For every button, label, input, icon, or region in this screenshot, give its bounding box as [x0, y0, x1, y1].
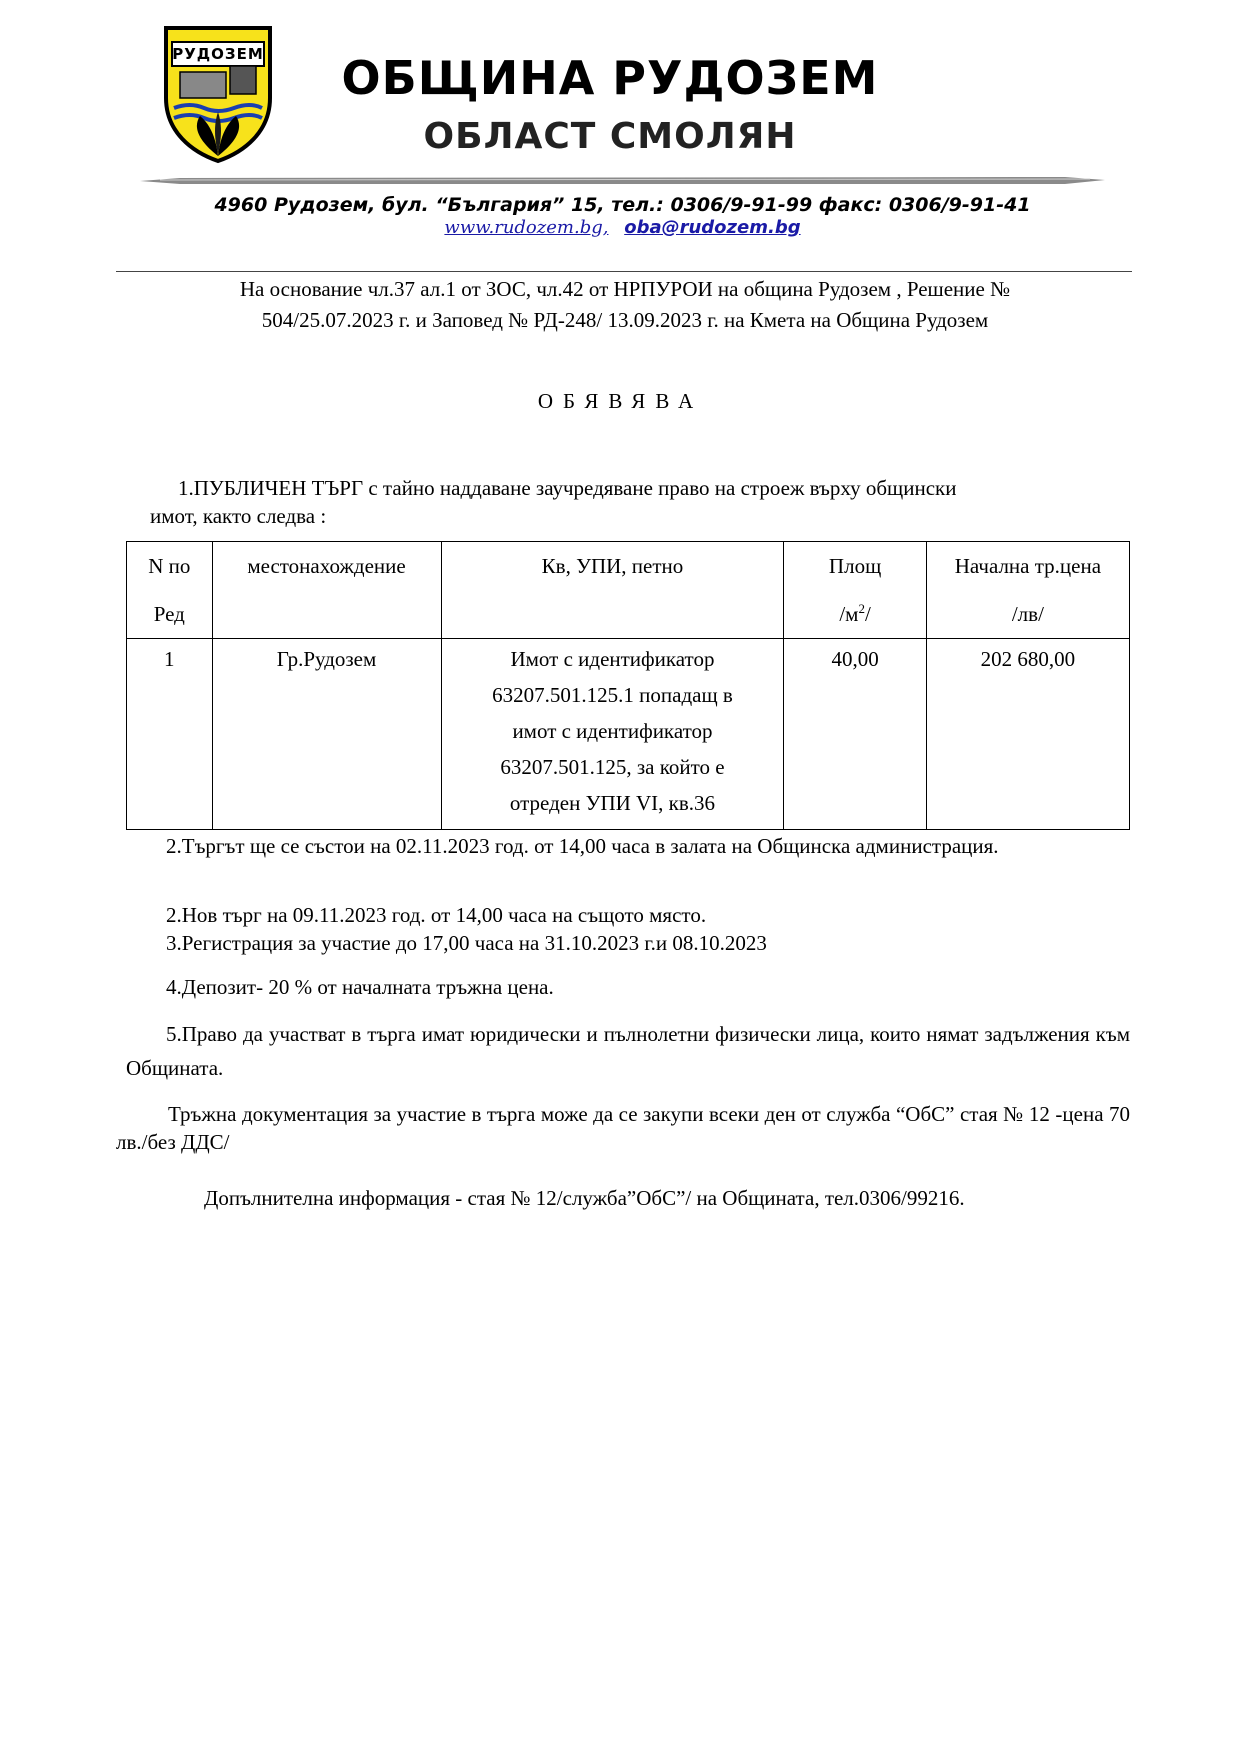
- item-1-line: имот, както следва :: [150, 504, 327, 528]
- contact-links: [140, 216, 1105, 240]
- auction-table: [126, 541, 1130, 830]
- item-1: [150, 474, 1125, 530]
- item-5: 5.Право да участват в търга имат юридически и пълнолетни физически лица, които нямат задължения към Общината.: [126, 1022, 1130, 1080]
- cell-parcel: [441, 639, 784, 830]
- cell-location: Гр.Рудозем: [212, 639, 441, 830]
- announcement-heading: ОБЯВЯВА: [537, 389, 704, 413]
- header-text: /лв/: [1011, 602, 1044, 626]
- parcel-line: Имот с идентификатор: [510, 647, 715, 671]
- municipality-crest: [160, 24, 276, 164]
- table-row: [127, 639, 1130, 830]
- col-header-area: [784, 542, 926, 639]
- page-title: ОБЩИНА РУДОЗЕМ: [341, 51, 879, 105]
- header-text: Ред: [153, 602, 185, 626]
- col-header-parcel: Кв, УПИ, петно: [441, 542, 784, 639]
- col-header-no: [127, 542, 213, 639]
- website-link[interactable]: www.rudozem.bg,: [444, 217, 609, 238]
- item-2-new-auction: 2.Нов търг на 09.11.2023 год. от 14,00 часа на същото място.: [166, 903, 707, 927]
- legal-basis-line: 504/25.07.2023 г. и Заповед № РД-248/ 13.09.2023 г. на Кмета на Община Рудозем: [261, 308, 989, 332]
- item-1-line: 1.ПУБЛИЧЕН ТЪРГ с тайно наддаване заучредяване право на строеж върху общински: [178, 476, 957, 500]
- header-text: $/м^2/$: [839, 601, 871, 626]
- email-link[interactable]: oba@rudozem.bg: [624, 217, 801, 238]
- legal-basis: [140, 274, 1110, 336]
- header-text: Начална тр.цена: [954, 554, 1102, 578]
- contact-address: 4960 Рудозем, бул. “България” 15, тел.: 0306/9-91-99 факс: 0306/9-91-41: [214, 194, 1031, 216]
- item-2: 2.Търгът ще се състои на 02.11.2023 год. от 14,00 часа в залата на Общинска администрация.: [166, 834, 999, 858]
- header-text: Площ: [828, 554, 882, 578]
- parcel-line: 63207.501.125, за който е: [500, 755, 725, 779]
- crest-text: РУДОЗЕМ: [172, 45, 264, 63]
- parcel-line: 63207.501.125.1 попадащ в: [492, 683, 733, 707]
- cell-no: 1: [127, 639, 213, 830]
- col-header-price: [926, 542, 1129, 639]
- header-text: N по: [148, 554, 191, 578]
- additional-info: Допълнителна информация - стая № 12/служба”ОбС”/ на Общината, тел.0306/99216.: [204, 1186, 965, 1210]
- parcel-line: имот с идентификатор: [512, 719, 713, 743]
- header-divider: [140, 174, 1105, 186]
- table-header-row: [127, 542, 1130, 639]
- item-4: 4.Депозит- 20 % от началната тръжна цена.: [166, 975, 554, 999]
- col-header-location: местонахождение: [212, 542, 441, 639]
- item-3: 3.Регистрация за участие до 17,00 часа на 31.10.2023 г.и 08.10.2023: [166, 931, 767, 955]
- parcel-line: отреден УПИ VI, кв.36: [509, 791, 716, 815]
- cell-area: 40,00: [784, 639, 926, 830]
- documentation-note: Тръжна документация за участие в търга може да се закупи всеки ден от служба “ОбС” стая № 12 -цена 70 лв./без ДДС/: [116, 1102, 1130, 1154]
- legal-basis-line: На основание чл.37 ал.1 от ЗОС, чл.42 от НРПУРОИ на община Рудозем , Решение №: [239, 277, 1011, 301]
- cell-price: 202 680,00: [926, 639, 1129, 830]
- page-subtitle: ОБЛАСТ СМОЛЯН: [423, 116, 797, 157]
- section-divider: [116, 271, 1132, 272]
